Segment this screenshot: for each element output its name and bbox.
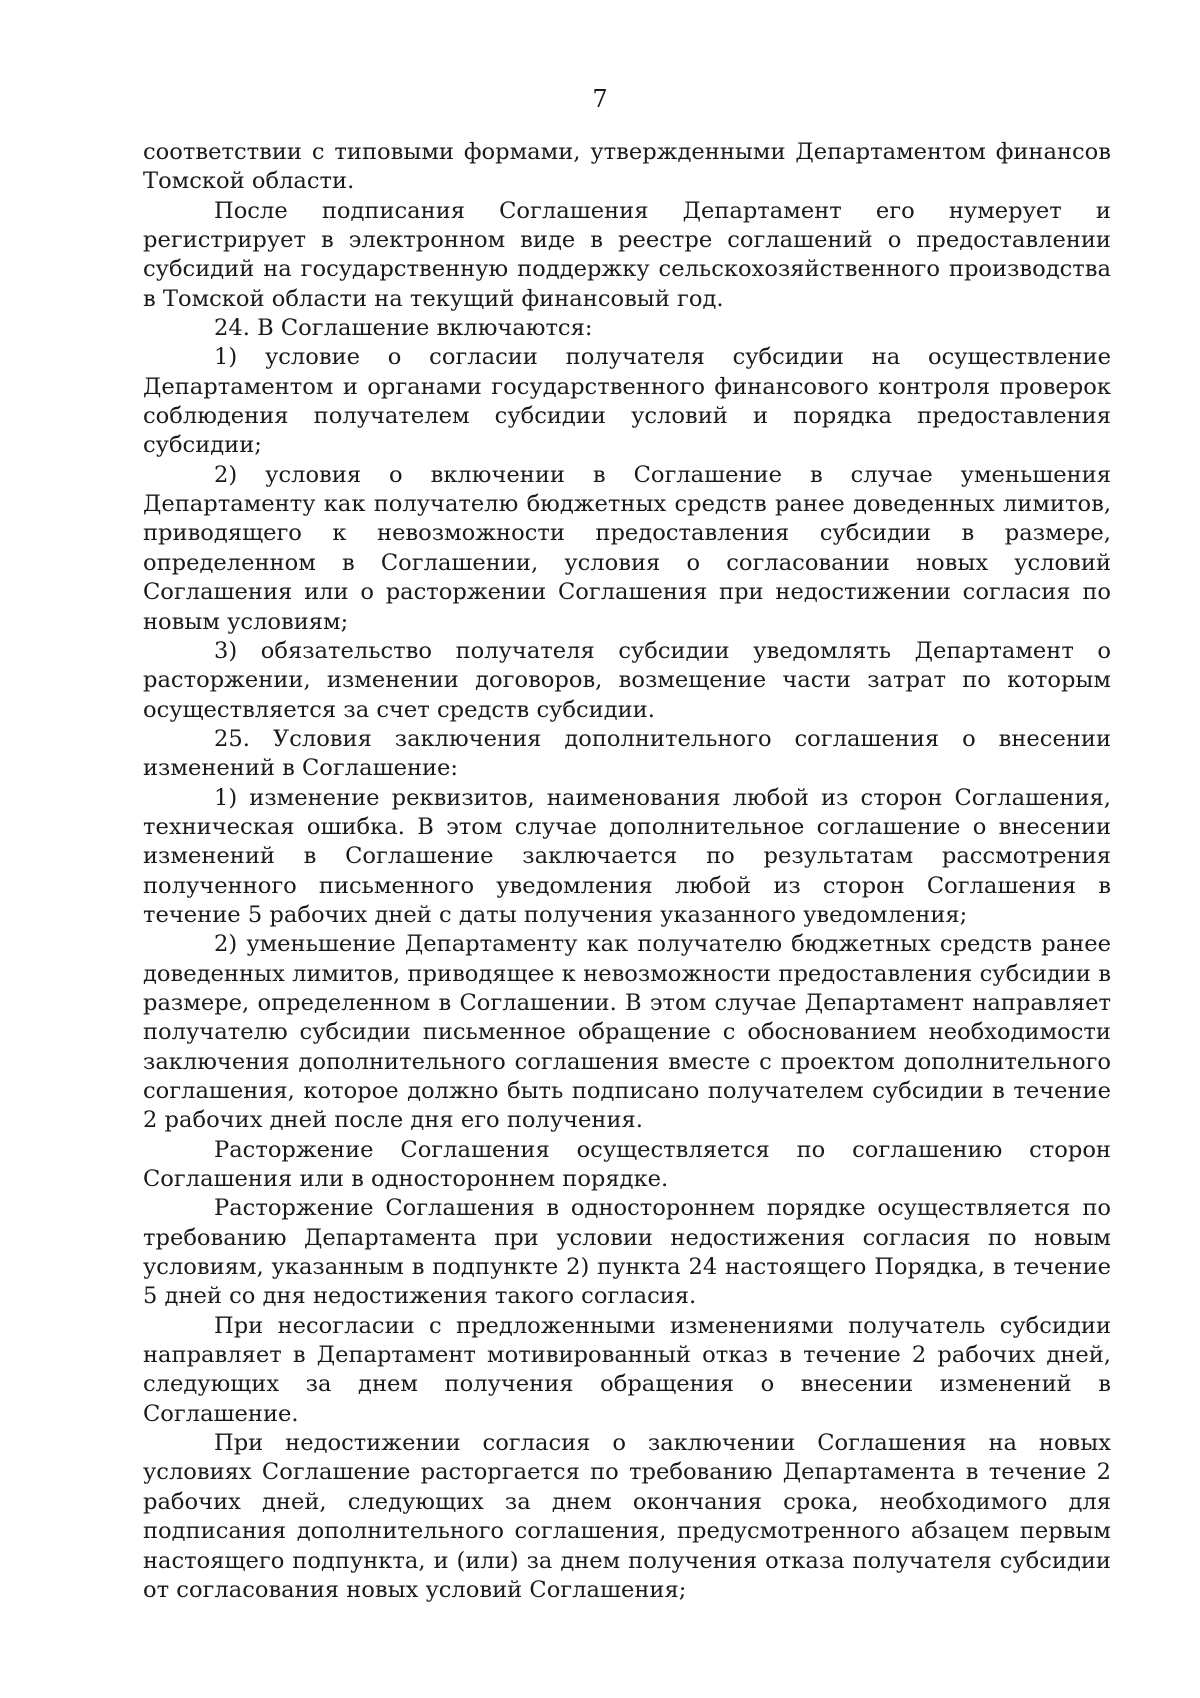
paragraph-unilateral-termination: Расторжение Соглашения в одностороннем порядке осуществляется по требованию Департамента при условии недостижения согласия по новым условиям, указанным в подпункте 2) пункта 24 настоящего Порядка, в течение 5 дней со дня недостижения такого согласия. (143, 1195, 1111, 1310)
clause-25-heading: 25. Условия заключения дополнительного соглашения о внесении изменений в Соглашение: (143, 725, 1111, 782)
paragraph-no-agreement: При недостижении согласия о заключении Соглашения на новых условиях Соглашение расторгается по требованию Департамента в течение 2 рабочих дней, следующих за днем окончания срока, необходимого для подписания дополнительного соглашения, предусмотренного абзацем первым настоящего подпункта, и (или) за днем получения отказа получателя субсидии от согласования новых условий Соглашения; (143, 1430, 1111, 1603)
clause-24-item-3: 3) обязательство получателя субсидии уведомлять Департамент о расторжении, изменении договоров, возмещение части затрат по которым осуществляется за счет средств субсидии. (143, 637, 1111, 723)
clause-24-item-1: 1) условие о согласии получателя субсидии на осуществление Департаментом и органами государственного финансового контроля проверок соблюдения получателем субсидии условий и порядка предоставления субсидии; (143, 344, 1111, 459)
clause-24-heading: 24. В Соглашение включаются: (214, 315, 593, 342)
paragraph-continuation: соответствии с типовыми формами, утвержденными Департаментом финансов Томской области. (143, 139, 1111, 195)
page-number: 7 (592, 85, 608, 113)
paragraph-registration: После подписания Соглашения Департамент его нумерует и регистрирует в электронном виде в реестре соглашений о предоставлении субсидий на государственную поддержку сельскохозяйственного производства в Томской области на текущий финансовый год. (143, 197, 1111, 312)
clause-25-item-1: 1) изменение реквизитов, наименования любой из сторон Соглашения, техническая ошибка. В этом случае дополнительное соглашение о внесении изменений в Соглашение заключается по результатам рассмотрения полученного письменного уведомления любой из сторон Соглашения в течение 5 рабочих дней с даты получения указанного уведомления; (143, 784, 1111, 928)
clause-25-item-2: 2) уменьшение Департаменту как получателю бюджетных средств ранее доведенных лимитов, приводящее к невозможности предоставления субсидии в размере, определенном в Соглашении. В этом случае Департамент направляет получателю субсидии письменное обращение с обоснованием необходимости заключения дополнительного соглашения вместе с проектом дополнительного соглашения, которое должно быть подписано получателем субсидии в течение 2 рабочих дней после дня его получения. (143, 931, 1111, 1134)
paragraph-disagreement: При несогласии с предложенными изменениями получатель субсидии направляет в Департамент мотивированный отказ в течение 2 рабочих дней, следующих за днем получения обращения о внесении изменений в Соглашение. (143, 1312, 1111, 1427)
paragraph-termination: Расторжение Соглашения осуществляется по соглашению сторон Соглашения или в одностороннем порядке. (143, 1136, 1111, 1193)
clause-24-item-2: 2) условия о включении в Соглашение в случае уменьшения Департаменту как получателю бюджетных средств ранее доведенных лимитов, приводящего к невозможности предоставления субсидии в размере, определенном в Соглашении, условия о согласовании новых условий Соглашения или о расторжении Соглашения при недостижении согласия по новым условиям; (143, 461, 1111, 635)
document-body (143, 138, 1111, 1605)
